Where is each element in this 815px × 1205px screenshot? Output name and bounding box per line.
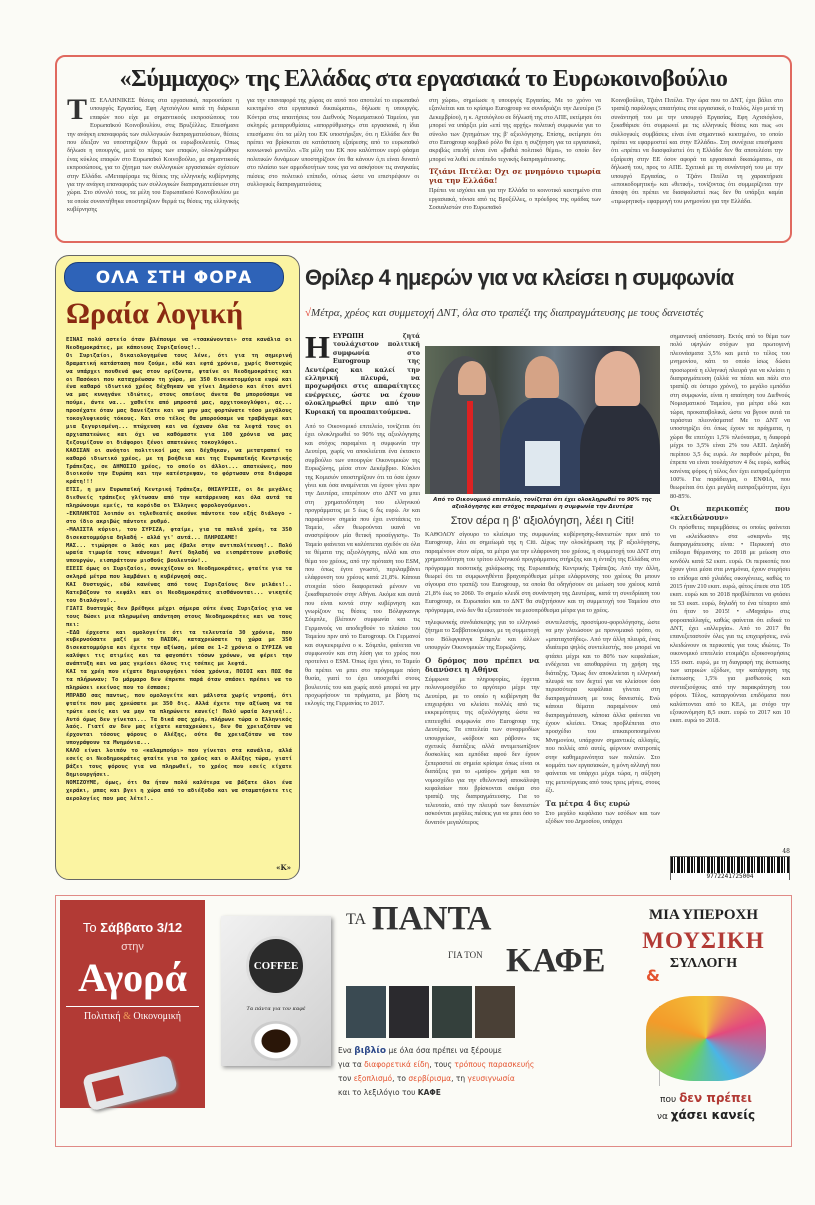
paragraph: ΝΟΜΙΖΟΥΜΕ, όμως, ότι θα ήταν πολύ καλύτερα να βάζατε όλοι ένα χεράκι, μπας και βγει η χώρα από το αδιέξοδο και να σταματήσετε τις αερολογίες που μας λέτε!.. [66,779,292,802]
t: με όλα όσα πρέπει να ξέρουμε [388,1046,502,1055]
ad-headline-panta: ΠΑΝΤΑ [372,900,492,937]
barcode-area [670,842,790,880]
subheading: Τζιάνι Πιτέλα: Όχι σε μνημόνιο τιμωρία για την Ελλάδα! [429,167,601,186]
t: , τη [451,1074,466,1083]
main-article-center [425,346,660,829]
paragraph: σημαντική απόσταση. Εκτός από το θέμα των πολύ υψηλών στόχων για πρωτογενή πλεονάσματα 3,5% και μετά το τέλος του μνημονίου, κάτι το οποίο ίσως δώσει προσωρινά η ελληνική πλευρά για να κλείσει η διαπραγμάτευση (αλλά να πέσει και πάλι στο τραπέζι σε ύστερο χρόνο), το μεγάλο εμπόδιο στη συμφωνία, είναι η απαίτηση του Διεθνούς Νομισματικού Ταμείου, για μέτρα εδώ και τώρα, προκαταβολικά, ώστε να βγουν αυτά τα τεράστια πλεονάσματα! Με το ΔΝΤ να υποστηρίζει ότι όπως έχουν τα πράγματα, η χώρα θα επιτύχει 1,5% πλεόνασμα, η διαφορά μέχρι το 3,5% είναι 2% του ΑΕΠ. Δηλαδή περίπου 3,5 δις ευρώ. Αν παρθούν μέτρα, θα έπρεπε να είναι τουλάχιστον 4 δις ευρώ, καθώς κανένας φόρος ή τέλος δεν έχει εισπραξιμότητα 100%. Για παράδειγμα, ο ΕΝΦΙΑ, που θεωρείται ότι έχει μεγάλη εισπραξιμότητα, έχει 80-85%. [670,333,790,500]
t: , τους [429,1060,452,1069]
opinion-column [55,255,300,880]
promo-date [60,920,205,936]
photo-face [525,356,559,398]
agora-logo: Αγορά [78,955,187,1000]
dropcap: Η [305,329,330,365]
photo-face [458,361,486,395]
coffee-logo: COFFEE [246,936,306,996]
citi-text: ΚΑΘΟΛΟΥ σίγουρο το κλείσιμο της συμφωνίας κυβέρνησης-δανειστών πριν από το Eurogroup, λέει σε σημείωμά της η Citi. Δίχως την ολοκλήρωση της β' αξιολόγησης, παραμένουν στον αέρα, τα μέτρα για την ελάφρυνση του χρέους, η συμμετοχή του ΔΝΤ στη χρηματοδότηση του τρίτου ελληνικού προγράμματος στήριξης και η ένταξη της Ελλάδας στο πρόγραμμα ποσοτικής χαλάρωσης της Ευρωπαϊκής Κεντρικής Τράπεζας. Από την άλλη, θεωρεί ότι τα συμφωνηθέντα βραχυπρόθεσμα μέτρα ελάφρυνσης του χρέους θα μπουν σίγουρα στο τραπέζι του Eurogroup, τα οποία θα οδηγήσουν σε μείωση του χρέους κατά 21,8% έως το 2060. Το σημείο κλειδί στη συνάντηση της Δευτέρας, κατά τη συνεδρίαση του Eurogroup, οι Ευρωπαίοι και το ΔΝΤ θα συζητήσουν και τη συμμετοχή του Ταμείου στο πρόγραμμα, ενώ δεν θα εξεταστούν τα μεσοπρόθεσμα μέτρα για το χρέος. [425,531,660,614]
t: εξοπλισμό [353,1074,393,1083]
t: σερβίρισμα [408,1074,452,1083]
paragraph: Σύμφωνα με πληροφορίες, έρχεται πολυνομοσχέδιο το αργότερο μέχρι την Δευτέρα, με το οποίο η κυβέρνηση θα επιχειρήσει να κλείσει πολλές από τις εκκρεμότητες της αξιολόγησης ώστε να επιτευχθεί συμφωνία στο Eurogroup της Δευτέρας. Τα επιτελεία των συναρμοδίων υπουργείων, «κόβουν και ράβουν» τις σχετικές διατάξεις αλλά αντιμετωπίζουν δυσκολίες και εμπόδια αφού δεν έχουν ξεπεραστεί σε σημεία κρίσιμα όπως είναι οι διατάξεις για το «μαύρο» χρήμα και το νομοσχέδιο για την εθελοντική αποκάλυψη κεφαλαίων που βρίσκονται ακόμα στο τραπέζι της διαπραγμάτευσης. Για το τελευταίο, από την πλευρά των δανειστών ασκούνται μεγάλες πιέσεις για να μπει όσο το δυνατόν μεγαλύτερος [425,675,540,826]
music-illustration [646,996,766,1081]
paragraph: ΙΣ ΕΛΛΗΝΙΚΕΣ θέσεις στα εργασιακά, παρουσίασε η υπουργός Εργασίας, Εφη Αχτσιόγλου κατά τη διάρκεια επαφών που είχε με σημαντικούς εκπροσώπους του Ευρωπαϊκού Κοινοβουλίου, στις Βρυξέλλες. Επεσήμανε την ανάγκη επαναφοράς των συλλογικών διαπραγματεύσεων, θέσεις που έδειξαν να υποστηρίζουν θερμά οι ευρωβουλευτές. Οπως δήλωσε η υπουργός, μετά το πέρας των επαφών, ολοκληρώθηκε ένας κύκλος επαφών στο Ευρωπαϊκό Κοινοβούλιο, με σημαντικούς εκπροσώπους, για το ζήτημα των συλλογικών εργασιακών σχέσεων στην Ελλάδα. «Μεταφέραμε τις θέσεις της ελληνικής κυβέρνησης για την ανάγκη επαναφοράς των συλλογικών διαπραγματεύσεων στη χώρα. Στο σύνολό τους, τα μέλη του Ευρωπαϊκού Κοινοβουλίου με τα οποία συναντήθηκα υποστηρίζουν θερμά τις θέσεις της ελληνικής κυβέρνησης [67,97,239,214]
music-line-3: ΣΥΛΛΟΓΗ [669,956,738,971]
paragraph: στη χώρα», σημείωσε η υπουργός Εργασίας. Με το χρόνο να εξανλείται και το κρίσιμο Eurogroup να συνεδριάζει την Δευτέρα (5 Δεκεμβρίου), η κ. Αχτσιόγλου σε δήλωσή της στο ΑΠΕ, εκτίμησε ότι μπορεί να υπάρξει μία «επί της αρχής» πολιτική συμφωνία για το σύνολο των ζητημάτων της β' αξιολόγησης. Επίσης, εκτίμησε ότι στο Eurogroup κομβικό ρόλο θα έχει η συζήτηση για τα εργασιακά, ακριβώς επειδή είναι ένα «βαθιά πολιτικό θέμα», το οποίο δεν μπορεί να λυθεί σε επίπεδο τεχνικής διαπραγμάτευσης. [429,97,601,163]
t: , το [392,1074,406,1083]
top-article-column-4: Κοινοβούλιο, Τζιάνι Πιτέλα. Την ώρα που το ΔΝΤ, έχει βάλει στο τραπέζι παράλογες απαιτήσεις στα εργασιακά, ο Ιταλός, λίγο μετά τη συνάντησή του με την υπουργό Εργασίας, Εφη Αχτσιόγλου, ξεκαθάρισε ότι συμφωνεί με τις ελληνικές θέσεις και πως «οι συλλογικές συμβάσεις είναι ένα σημαντικό κεκτημένο, το οποίο πρέπει να εφαρμοστεί και στην Ελλάδα». Στη συνέχεια επεσήμανε ότι «πρέπει να διασφαλιστεί ότι η Ελλάδα δεν θα αποτελέσει την εξαίρεση στην ΕΕ όσον αφορά τα εργασιακά δικαιώματα», σε δήλωσή του, προς το ΑΠΕ. Σχετικά με τη συνάντησή του με την υπουργό Εργασίας, ο Τζιάνι Πιτέλα τη χαρακτήρισε «εποικοδομητική» και «θετική», τονίζοντας ότι συμμερίζεται την άποψη ότι πρέπει να διασφαλιστεί πως δεν θα υπάρξει καμία «τιμωρητική» εφαρμογή του μνημονίου για την Ελλάδα. [611,97,783,205]
t: δεν πρέπει [679,1091,752,1105]
dropcap: Τ [67,93,88,126]
top-article-title: «Σύμμαχος» της Ελλάδας στα εργασιακά το Ευρωκοινοβούλιο [119,66,728,92]
main-article-column-1: Από το Οικονομικό επιτελείο, τονίζεται ότι έχει ολοκληρωθεί το 90% της αξιολόγησης και στόχος παραμένει η συμφωνία την Δευτέρα, χωρίς να αποκλείεται ένα έκτακτο συμβούλιο των υπουργών Οικονομικών της Ευρωζώνης, μέσα στον Δεκέμβριο. Κύκλοι της Κομισιόν υποστηρίζουν ότι τα όσα έχουν γίνει και όσα αναμένεται να έχουν γίνει πριν την Δευτέρα, επιτρέπουν στο ΔΝΤ να μπει στη χρηματοδότηση του ελληνικού προγράμματος με 5 έως 6 δις ευρώ. Αν και παραμένουν σημεία που έχει ενστάσεις το Ταμείο, «δεν θεωρούνται ικανά να αναστρέψουν μία θετική προσέγγιση». Το Ταμείο φαίνεται να καλύπτεται σχεδόν σε όλα τα θέματα της αξιολόγησης, αλλά και στο θέμα του χρέους, από την πρόταση του ESM, που όπως έγινε γνωστό, περιλαμβάνει ελάφρυνση του χρέους κατά 21,8%. Κάποια στοιχεία τόσο διαφορετικά μένουν να ξεκαθαριστούν στην Αθήνα. Ακόμα και αυτά που είναι κοντά στην κυβέρνηση και γνωρίζουν τις θέσεις του Βόλφγκανγκ Σόιμπλε, βλέπουν συμφωνία και τις Γερμανούς να αποδεχθούν το πλαίσιο του Ταμείου πριν από το Eurogroup. Οι Γερμανοί και συγκεκριμένα ο κ. Σόιμπλε, φαίνεται να συμφωνούν και στη λύση για το χρέος που προτείνει ο ESM. Όπως έχει γίνει, το Ταμείο θα πρέπει να μπει στο πρόγραμμα πάση θυσία, γιατί το έχει υποσχεθεί στους βουλευτές του και χωρίς αυτό μπορεί να μην προχωρήσουν τα πράγματα, με βάση τις εκλογές της Γερμανίας το 2017. [305,423,420,708]
subheading: Τα μέτρα 4 δις ευρώ [545,798,630,808]
main-article-column-4-wrapper [670,333,790,880]
t: που [660,1095,677,1105]
t: διαφορετικά είδη [364,1060,430,1069]
article-photo [425,346,660,494]
paragraph: ΜΑΣ... τιμώρησε ο λαός και μας έβαλε στην αντιπολίτευση!.. Πολύ ωραία τιμωρία τους κάνουμε! Αντί δηλαδή να εισπράττουν μισθούς υπουργών, εισπράττουν μισθούς βουλευτών!.. [66,542,292,565]
top-article-column-3 [429,97,601,214]
paragraph: ΚΑΙ τα χρέη που είχατε δημιουργήσει τόσα χρόνια, ΠΟΙΟΙ και ΠΩΣ θα τα πλήρωναν; Το μάρμαρο δεν έπρεπε παρά όταν σπάσει πρέπει να το πληρώσει εκείνος που το έσπασε; [66,669,292,691]
page-number: 48 [782,848,790,855]
paragraph: -ΕΔΩ έρχεστε και ομολογείτε ότι τα τελευταία 30 χρόνια, που κυβερνούσατε μαζί με το ΠΑΣΟΚ, καταχρεώσατε τη χώρα με 350 δισεκατομμύρια και έχετε την αξίωση, μέσα σε 1-2 χρόνια ο ΣΥΡΙΖΑ να καλύψει τις ατιμίες και τα φαγοπότι τόσων χρόνων, να φέρει την ανάπτυξη και να μας γεμίσει όλους τις τσέπες με λεφτά. [66,629,292,668]
newspaper-image [82,1055,178,1112]
paragraph: Στο μεγάλο κεφάλαιο των εσόδων και των εξόδων του Δημοσίου, υπάρχει [545,809,660,825]
main-article-columns-2-3 [425,619,660,829]
book-subtitle: Τα πάντα για τον καφέ [246,1006,306,1012]
t: γευσιγνωσία [467,1074,515,1083]
t: ΚΑΦΕ [417,1088,441,1097]
music-tagline [636,1091,776,1125]
agora-promo [60,900,205,1108]
t: και το λεξιλόγιο του [338,1088,416,1097]
subtitle-amp: & [123,1011,131,1022]
subheading: Οι περικοπές που «κλειδώνουν» [670,504,790,523]
paragraph: Οι Συριζαίοι, δικαιολογημένα τους λένε, ότι για τη σημερινή δραματική κατάσταση που ζούμε, εδώ και εφτά χρόνια, χωρίς δυστυχώς να υπάρχει πουθενά φως στον ορίζοντα, φταίνε οι Νεοδημοκράτες και οι Πασόκοι που καταχρέωσαν τη χώρα, με 350 δισεκατομμύρια ευρώ και ένα καθαρό ιδιωτικό χρέος δέχθηκαν να γίνει Δημόσιο και έτσι αντί να μας κυνηγάνε ιδιώτες, στους οποίους άνετα θα μπορούσαμε να πούμε, άντε να... χαθείτε από μπροστά μας, αρχιτοκογλύφοι, ας... προσέχατε όταν μας δανείζατε και να μην μας φορτώνατε τόσο μεγάλους τοκογλυφικούς τόκους. Και στο τέλος θα μπορούσαμε να τραβάγαμε και μια ξεγυρισμένη... πτώχευση και να έχαναν όλα τα λεφτά τους οι αρχιαπατεώνες και όχι να καθόμαστε για 100 χρόνια να μας ξεζουμίζουν οι διάφοροι ξένοι απατεώνες τοκογλύφοι. [66,352,292,446]
photo-tie [467,401,473,494]
top-article-column-2: για την επαναφορά της χώρας σε αυτό που αποτελεί το ευρωπαϊκό κεκτημένο στα εργασιακά δικαιώματα», δήλωσε η υπουργός. Κόντρα στις απαιτήσεις του Διεθνούς Νομισματικού Ταμείου, για σκληρές μεταρρυθμίσεις «απορρύθμισης» στα εργασιακά, η ίδια επεσήμανε ότι τα μέλη του ΕΚ υποστήριξαν, ότι η Ελλάδα δεν θα πρέπει να βρίσκεται σε κατάσταση εξαίρεσης από το ευρωπαϊκό κοινωνικό μοντέλο. «Τα μέλη του ΕΚ που καλύπτουν ευρύ φάσμα πολιτικών δυνάμεων υποστηρίζουν ότι θα κάνουν ό,τι είναι δυνατό στο πλαίσιο των αρμοδιοτήτων τους για να ασκήσουν τις αναγκαίες πιέσεις στο πολιτικό επίπεδο, ούτως ώστε να επιστρέψουν οι συλλογικές διαπραγματεύσεις [247,97,419,189]
photo-caption: Από το Οικονομικό επιτελείο, τονίζεται ότι έχει ολοκληρωθεί το 90% της αξιολόγησης και στόχος παραμένει η συμφωνία την Δευτέρα [433,497,652,510]
paragraph: τηλεφωνικής συνδιάσκεψης για το ελληνικό ζήτημα το Σαββατοκύριακο, με τη συμμετοχή του Βόλφγκανγκ Σόιμπλε και άλλων υπουργών Οικονομικών της Ευρωζώνης. [425,619,540,652]
music-promo [616,906,791,973]
coffee-photo [346,986,386,1038]
paragraph: ΜΠΡΑΒΟ σας παντως, που ομολογείτε και μάλιστα χωρίς ντροπή, ότι φταίτε που μας χρεώσατε με 350 δις. Αλλά έχετε την αξίωση να τα τρώτε εσείς και να μην τα πληρώνετε κανείς! Πολύ ωραία λογική!.. Αυτό όμως δεν γίνεται... Τα δικά σας χρέη, πλήρωνε τώρα ο Ελληνικός λαός. Γιατί αν δεν μας είχατε καταχρεώσει, δεν θα χρειαζόταν να έρχονται τόσους φόρους ο Αλέξης, ούτε θα χρειαζόταν να τον υπογράψουν τα Μνημόνια... [66,692,292,747]
coffee-cup-icon [251,1021,301,1061]
advertisement[interactable] [55,895,792,1147]
t: να [656,1112,668,1122]
column-signature: «Κ» [276,863,291,872]
ad-headline-kafe: ΚΑΦΕ [506,942,606,979]
main-article-lead [305,329,420,417]
subtitle-part: Οικονομική [133,1011,181,1022]
coffee-photo [432,986,472,1038]
t: για τα [338,1060,362,1069]
paragraph: συντελεστής, προστίμου-φορολόγησης, ώστε να μην γλιτώσουν με προνομιακό τρόπο, οι «μπαταχτσήδες». Από την άλλη πλευρά, ένας ιδιαίτερα ψηλός συντελεστής, που μπορεί να φτάσει μέχρι και το 80% των κεφαλαίων, ενδέχεται να αποθαρρύνει τη χρήση της διάταξης. Όμως δεν αποκλείεται η ελληνική πλευρά να τον δεχτεί για να κλείσουν όσο περισσότερα κεφάλαια γίνεται στη διαπραγμάτευση με τους δανειστές. Ενώ κάποια θέματα παραμένουν υπό διαπραγμάτευση, κάποια άλλα φαίνεται να έχουν κλείσει. Όπως προβλέπεται στο προσχέδιο του επικαιροποιημένου Μνημονίου, υπάρχουν σημαντικές αλλαγές, που πολλές από αυτές, φέρνουν ανατροπές στην καθημερινότητα των πολιτών. Στο κομμάτι των εργασιακών, η μόνη αλλαγή που φαίνεται να υπάρχει μέχρι τώρα, η αύξηση της μετενέργειας από τους τρεις μήνες, στους έξι. [545,619,660,795]
ad-headline-ta: ΤΑ [346,911,367,928]
barcode-number: 9772241725004 [671,873,789,880]
ampersand: & [646,966,660,985]
t: τρόπους παρασκευής [454,1060,535,1069]
photo-face [595,351,640,406]
paragraph: -ΕΚΠΛΗΚΤΟΙ λοιπόν οι τηλεθεατές ακούνε πάντοτε τον εξής διάλογο - στο ίδιο ακριβώς πάντοτε ρυθμό. [66,510,292,525]
paragraph: -ΜΑΛΙΣΤΑ κύριοι, του ΣΥΡΙΖΑ, φταίμε, για τα παλιά χρέη, τα 350 δισεκατομμύρια δηλαδή - αλλά γι' αυτά... ΠΛΗΡΩΣΑΜΕ! [66,526,292,541]
paragraph: Πρέπει να ισχύσει και για την Ελλάδα το κοινοτικό κεκτημένο στα εργασιακά, τόνισε από τις Βρυξέλλες, ο πρόεδρος της ομάδας των Σοσιαλιστών στο Ευρωπαϊκό [429,187,601,212]
main-article-column-1-wrapper [305,329,420,709]
main-article-header [305,256,793,320]
top-article-column-1 [67,93,239,215]
barcode [670,856,790,880]
promo-stin: στην [121,941,144,953]
main-article-column-4 [670,333,790,728]
main-article-title: Θρίλερ 4 ημερών για να κλείσει η συμφωνία [305,265,734,290]
paragraph: ΚΑΘΙΣΑΝ οι ανόητοι πολιτικοί μας και δέχθηκαν, να μετατραπεί το καθαρό ιδιωτικό χρέος, με τη βοήθεια και της Ευρωπαϊκής Κεντρικής Τράπεζας, σε ΔΗΜΟΣΙΟ χρέος, το οποίο οι άλλοι... απατεώνες, που διοικούν την Ευρώπη και την κατέστρεψαν, το φόρτωσαν στα διάφορα κράτη!!! [66,447,292,486]
date-prefix: Το [82,920,97,935]
t: βιβλίο [354,1046,387,1056]
subheading: Ο δρόμος που πρέπει να διανύσει η Αθήνα [425,655,540,674]
agora-subtitle [66,1006,199,1023]
subtitle-part: Πολιτική [84,1011,121,1022]
coffee-photo [475,986,515,1038]
t: τον [338,1074,352,1083]
column-body [66,337,292,863]
photo-person [580,396,660,494]
top-article [55,55,792,243]
ad-headline-gia-ton: ΓΙΑ ΤΟΝ [448,950,483,960]
paragraph: ΚΑΛΟ είναι λοιπόν το «καλαμπούρι» που γίνεται στα κανάλια, αλλά εσείς οι Νεοδημοκράτες φταίτε για το χρέος και ο Αλέξης τώρα, γιατί βάζει τους φόρους για να πληρωθεί, το χρέος που εσείς είχατε δημιουργήσει. [66,748,292,778]
paragraph: ΕΣΕΙΣ όμως οι Συριζαίοι, συνεχίζουν οι Νεοδημοκράτες, φταίτε για τα σκληρά μέτρα που λαμβάνει η κυβέρνησή σας. [66,566,292,581]
subtitle-text: Μέτρα, χρέος και συμμετοχή ΔΝΤ, όλα στο τραπέζι της διαπραγμάτευσης με τους δανειστές [311,307,704,319]
check-icon: √ [305,307,312,319]
citi-subheadline: Στον αέρα η β' αξιολόγηση, λέει η Citi! [450,515,635,527]
music-line-2: ΜΟΥΣΙΚΗ [642,928,765,953]
date-text: Σάββατο 3/12 [100,920,183,935]
photo-documents [525,441,560,486]
paragraph: ΕΙΝΑΙ πολύ αστείο όταν βλέπουμε να «τσακώνονται» στα κανάλια οι Νεοδημοκράτες, με κάποιους Συριζαίους!.. [66,337,292,351]
paragraph: Οι πρόσθετες παρεμβάσεις οι οποίες φαίνεται να «κλείδωσαν» στα «σκαρνά» της διαπραγμάτευσης είναι: • Περικοπή στο επίδομα θέρμανσης το 2018 με μείωση στο κονδύλι κατά 52 εκατ. ευρώ. Οι περικοπές που έχουν γίνει μέσα στα μνημόνια, έχουν στερήσει το επίδομα από χιλιάδες οικογένειες, καθώς το 2015 ήταν 210 εκατ. ευρώ, φέτος έπεσε στα 105 εκατ. ευρώ και το 2018 προβλέπεται να φτάσει τα 53 εκατ. ευρώ, δηλαδή το ένα τέταρτο από ότι ήταν το 2015! • «Μαχαίρι» στις φοροαπαλλαγές, καθώς φαίνεται ότι ειδικά το ΔΝΤ, έχει «αλλεργία». Από το 2017 θα επανεξεταστούν όλες για τις επιχειρήσεις, ενώ κλειδώνουν οι περικοπές για τους ιδιώτες. Το οικονομικό επιτελείο ετοιμάζει εξοικονομήσεις 155 εκατ. ευρώ, με τη διαγραφή της έκπτωσης των ιατρικών εξόδων, την κατάργηση της έκπτωσης 1,5% για μισθωτούς και συνταξιούχους από την παρακράτηση του φόρου. Τέλος, καταργούνται επιδόματα που καλύπτονται από το ΚΕΑ, με στόχο την εξοικονόμηση 8,5 εκατ. ευρώ το 2017 και 10 εκατ. ευρώ το 2018. [670,524,790,725]
paragraph: ΓΙΑΤΙ δυστυχώς δεν βρέθηκε μέχρι σήμερα ούτε ένας Συριζαίος για να τους δώσει μια πληρωμένη απάντηση στους Νεοδημοκράτες και να τους πει: [66,605,292,628]
coffee-book-image [221,916,331,1066]
paragraph: ΕΤΣΙ, η μεν Ευρωπαϊκή Κεντρική Τράπεζα, ΘΗΣΑΥΡΙΣΕ, οι δε μεγάλες διεθνείς τράπεζες γλίτωσαν από την κατάρρευση και όλα αυτά τα πληρώνουμε εμείς, τα κορόιδα οι Έλληνες φορολογούμενοι. [66,487,292,510]
main-article-subtitle [305,306,793,320]
paragraph: ΚΑΙ δυστυχώς, εδώ κανένας από τους Συριζαίους δεν μιλάει!.. Κατεβάζουν το κεφάλι και οι Νεοδημοκράτες αισθάνονται... νικητές του διαλόγου!.. [66,582,292,604]
music-line-1: ΜΙΑ ΥΠΕΡΟΧΗ [648,907,759,923]
ad-description [338,1044,608,1100]
column-header: ΟΛΑ ΣΤΗ ΦΟΡΑ [64,262,284,292]
t: Ενα [338,1046,352,1055]
column-title: Ωραία λογική [66,297,244,330]
t: χάσει κανείς [670,1108,756,1122]
lead-text: ΕΥΡΩΠΗ ζητά τουλάχιστον πολιτική συμφωνία στο Eurogroup της Δευτέρας και καλεί την ελληνική πλευρά, να προχωρήσει στις απαραίτητες ενέργειες, ώστε να έχουν ολοκληρωθεί πριν από την Κυριακή τα προαπαιτούμενα. [305,333,420,416]
coffee-photo [389,986,429,1038]
